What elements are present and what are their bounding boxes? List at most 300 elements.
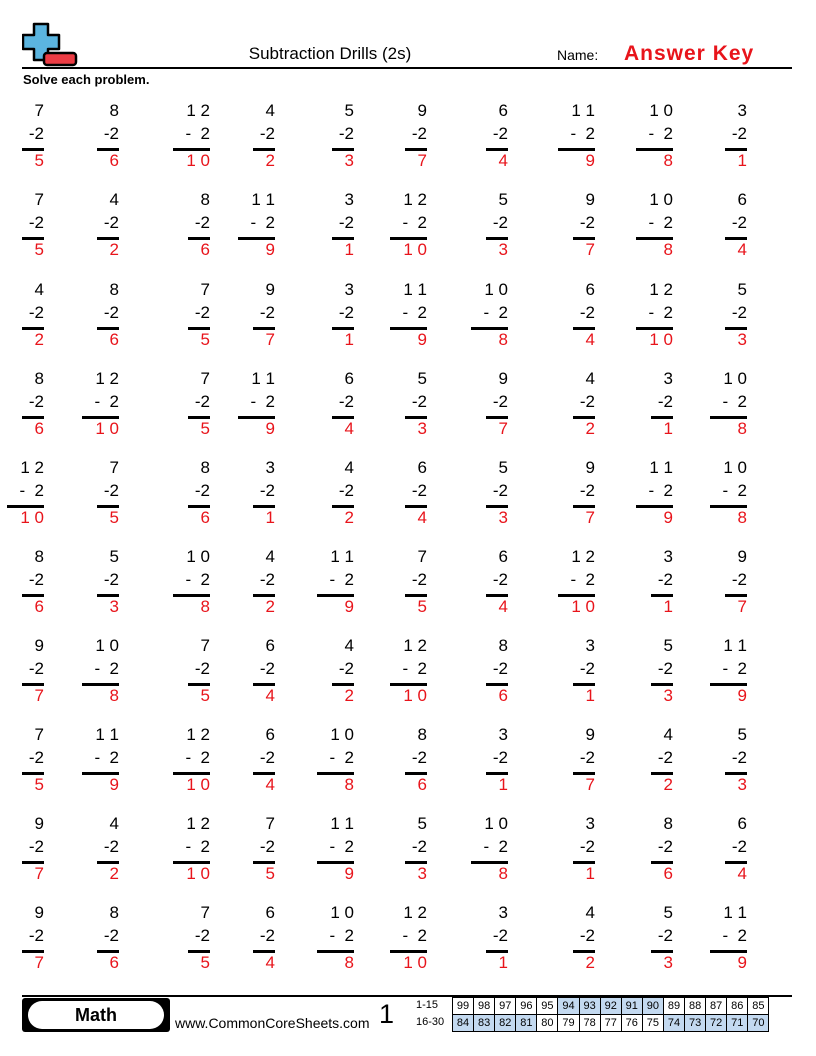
minuend: 8 — [200, 190, 210, 209]
minuend: 7 — [34, 190, 44, 209]
minuend: 1 2 — [571, 547, 595, 566]
problem — [633, 547, 673, 617]
score-cell: 83 — [474, 1015, 495, 1032]
minuend: 4 — [34, 280, 44, 299]
minuend: 6 — [417, 458, 427, 477]
problem — [387, 903, 427, 973]
subtrahend: -2 — [103, 926, 119, 945]
answer: 5 — [34, 151, 44, 170]
minuend: 1 2 — [186, 101, 210, 120]
minuend: 9 — [34, 814, 44, 833]
subtrahend: -2 — [28, 392, 44, 411]
problem — [314, 280, 354, 350]
problem — [170, 280, 210, 350]
answer: 7 — [585, 775, 595, 794]
answer: 9 — [417, 330, 427, 349]
answer: 7 — [737, 597, 747, 616]
minuend: 5 — [663, 636, 673, 655]
minuend: 3 — [344, 280, 354, 299]
subtrahend: -2 — [411, 837, 427, 856]
answer: 6 — [200, 508, 210, 527]
answer: 3 — [109, 597, 119, 616]
problem — [387, 369, 427, 439]
score-cell: 71 — [727, 1015, 748, 1032]
score-cell: 94 — [558, 998, 579, 1015]
minuend: 7 — [34, 101, 44, 120]
problem — [707, 190, 747, 260]
problem — [707, 369, 747, 439]
subtrahend: -2 — [259, 124, 275, 143]
subtrahend: -2 — [28, 926, 44, 945]
subtrahend: -2 — [657, 392, 673, 411]
subtrahend: -2 — [731, 748, 747, 767]
answer: 1 — [585, 686, 595, 705]
minuend: 7 — [200, 369, 210, 388]
answer: 6 — [498, 686, 508, 705]
minuend: 8 — [200, 458, 210, 477]
subtrahend: - 2 — [185, 837, 210, 856]
answer: 4 — [265, 953, 275, 972]
problem — [555, 190, 595, 260]
subtrahend: -2 — [103, 124, 119, 143]
problem — [79, 458, 119, 528]
answer: 3 — [498, 240, 508, 259]
minuend: 4 — [344, 636, 354, 655]
problem — [633, 636, 673, 706]
subtrahend: - 2 — [94, 659, 119, 678]
minuend: 1 2 — [20, 458, 44, 477]
problem — [633, 458, 673, 528]
subtrahend: -2 — [492, 659, 508, 678]
answer: 4 — [417, 508, 427, 527]
answer: 3 — [344, 151, 354, 170]
answer: 2 — [34, 330, 44, 349]
subtrahend: - 2 — [402, 926, 427, 945]
answer: 4 — [265, 775, 275, 794]
problem — [170, 636, 210, 706]
answer: 1 — [344, 330, 354, 349]
minuend: 4 — [265, 101, 275, 120]
problem — [633, 725, 673, 795]
problem — [555, 725, 595, 795]
score-cell: 97 — [495, 998, 516, 1015]
subtrahend: -2 — [103, 837, 119, 856]
problem — [387, 814, 427, 884]
problem — [170, 725, 210, 795]
problem — [235, 725, 275, 795]
answer: 4 — [737, 864, 747, 883]
subtrahend: -2 — [492, 392, 508, 411]
problem — [235, 903, 275, 973]
problem — [555, 636, 595, 706]
minuend: 1 1 — [251, 369, 275, 388]
minuend: 7 — [34, 725, 44, 744]
minuend: 6 — [344, 369, 354, 388]
problem — [707, 280, 747, 350]
problem — [633, 903, 673, 973]
answer: 1 — [663, 419, 673, 438]
subtrahend: - 2 — [648, 481, 673, 500]
minuend: 7 — [417, 547, 427, 566]
minuend: 6 — [265, 636, 275, 655]
minuend: 4 — [265, 547, 275, 566]
minuend: 1 2 — [403, 903, 427, 922]
subtrahend: -2 — [259, 570, 275, 589]
score-cell: 92 — [600, 998, 621, 1015]
answer: 7 — [34, 953, 44, 972]
problem — [4, 814, 44, 884]
minuend: 8 — [498, 636, 508, 655]
problem — [235, 458, 275, 528]
minuend: 1 2 — [186, 725, 210, 744]
answer: 3 — [498, 508, 508, 527]
subtrahend: - 2 — [329, 570, 354, 589]
subtrahend: -2 — [411, 748, 427, 767]
problem — [235, 369, 275, 439]
subtrahend: -2 — [657, 748, 673, 767]
minuend: 8 — [663, 814, 673, 833]
answer: 1 — [344, 240, 354, 259]
subtrahend: -2 — [657, 659, 673, 678]
minuend: 6 — [498, 101, 508, 120]
problem — [4, 101, 44, 171]
answer: 4 — [737, 240, 747, 259]
answer: 1 — [737, 151, 747, 170]
subtrahend: -2 — [259, 837, 275, 856]
subtrahend: - 2 — [185, 570, 210, 589]
minuend: 5 — [498, 458, 508, 477]
subtrahend: -2 — [579, 303, 595, 322]
minuend: 3 — [585, 636, 595, 655]
answer: 9 — [265, 240, 275, 259]
answer: 5 — [109, 508, 119, 527]
problem — [235, 814, 275, 884]
subtrahend: -2 — [28, 748, 44, 767]
problem — [707, 458, 747, 528]
answer: 8 — [109, 686, 119, 705]
problem — [79, 814, 119, 884]
subtrahend: -2 — [579, 748, 595, 767]
subtrahend: - 2 — [402, 659, 427, 678]
problem — [235, 547, 275, 617]
answer: 7 — [498, 419, 508, 438]
answer: 2 — [109, 864, 119, 883]
minuend: 7 — [200, 636, 210, 655]
problem — [707, 547, 747, 617]
answer: 5 — [417, 597, 427, 616]
answer: 9 — [585, 151, 595, 170]
subtrahend: -2 — [259, 659, 275, 678]
problem — [4, 636, 44, 706]
instructions: Solve each problem. — [23, 72, 150, 87]
problem — [170, 458, 210, 528]
problem — [79, 280, 119, 350]
minuend: 8 — [109, 903, 119, 922]
subtrahend: -2 — [194, 213, 210, 232]
subtrahend: -2 — [411, 392, 427, 411]
minuend: 5 — [737, 725, 747, 744]
answer: 2 — [265, 597, 275, 616]
problem — [4, 458, 44, 528]
answer: 1 — [265, 508, 275, 527]
score-cell: 87 — [706, 998, 727, 1015]
answer: 4 — [265, 686, 275, 705]
minuend: 9 — [585, 725, 595, 744]
answer: 7 — [417, 151, 427, 170]
minuend: 6 — [498, 547, 508, 566]
answer: 3 — [737, 775, 747, 794]
answer: 6 — [417, 775, 427, 794]
subtrahend: - 2 — [250, 392, 275, 411]
subtrahend: -2 — [579, 659, 595, 678]
answer: 3 — [417, 864, 427, 883]
subtrahend: -2 — [492, 481, 508, 500]
answer: 8 — [663, 240, 673, 259]
minuend: 4 — [585, 903, 595, 922]
subtrahend: -2 — [731, 837, 747, 856]
subtrahend: - 2 — [648, 124, 673, 143]
score-cell: 81 — [516, 1015, 537, 1032]
minuend: 7 — [265, 814, 275, 833]
problem — [314, 547, 354, 617]
score-cell: 78 — [579, 1015, 600, 1032]
page-number: 1 — [379, 999, 395, 1029]
problem — [707, 725, 747, 795]
minuend: 1 1 — [723, 636, 747, 655]
minuend: 1 1 — [723, 903, 747, 922]
minuend: 6 — [737, 814, 747, 833]
subtrahend: - 2 — [722, 926, 747, 945]
score-cell: 95 — [537, 998, 558, 1015]
score-row — [453, 998, 769, 1015]
minuend: 1 0 — [649, 101, 673, 120]
answer: 4 — [498, 597, 508, 616]
minuend: 9 — [737, 547, 747, 566]
answer: 3 — [663, 686, 673, 705]
problem — [633, 101, 673, 171]
score-cell: 84 — [453, 1015, 474, 1032]
subtrahend: -2 — [259, 926, 275, 945]
subtrahend: -2 — [731, 570, 747, 589]
problem — [79, 636, 119, 706]
minuend: 5 — [344, 101, 354, 120]
answer: 6 — [109, 953, 119, 972]
minuend: 8 — [109, 280, 119, 299]
problem — [555, 814, 595, 884]
subtrahend: -2 — [411, 481, 427, 500]
score-cell: 79 — [558, 1015, 579, 1032]
minuend: 5 — [737, 280, 747, 299]
answer-key-label: Answer Key — [624, 42, 755, 65]
problem — [314, 636, 354, 706]
answer: 3 — [417, 419, 427, 438]
problem — [555, 547, 595, 617]
answer: 9 — [344, 864, 354, 883]
problem — [387, 458, 427, 528]
problem — [555, 369, 595, 439]
subtrahend: - 2 — [19, 481, 44, 500]
answer: 1 0 — [403, 953, 427, 972]
answer: 9 — [344, 597, 354, 616]
problem — [235, 636, 275, 706]
answer: 5 — [200, 953, 210, 972]
subtrahend: - 2 — [402, 213, 427, 232]
subtrahend: -2 — [259, 303, 275, 322]
problem — [633, 280, 673, 350]
minuend: 1 1 — [649, 458, 673, 477]
problem — [235, 190, 275, 260]
answer: 9 — [737, 686, 747, 705]
minuend: 1 1 — [330, 547, 354, 566]
subtrahend: - 2 — [329, 926, 354, 945]
score-cell: 74 — [663, 1015, 684, 1032]
score-cell: 73 — [685, 1015, 706, 1032]
problem — [314, 458, 354, 528]
answer: 4 — [585, 330, 595, 349]
problem — [170, 903, 210, 973]
minuend: 5 — [417, 814, 427, 833]
subtrahend: -2 — [338, 659, 354, 678]
answer: 4 — [498, 151, 508, 170]
problem — [707, 814, 747, 884]
problem — [314, 903, 354, 973]
name-label: Name: — [557, 47, 599, 63]
range-label-1: 1-15 — [416, 999, 439, 1011]
subtrahend: -2 — [338, 213, 354, 232]
answer: 1 0 — [20, 508, 44, 527]
subtrahend: -2 — [103, 570, 119, 589]
problem — [468, 101, 508, 171]
answer: 2 — [585, 953, 595, 972]
subtrahend: - 2 — [185, 124, 210, 143]
minuend: 6 — [265, 725, 275, 744]
website-url: www.CommonCoreSheets.com — [175, 1015, 370, 1031]
problem — [468, 725, 508, 795]
answer: 5 — [34, 775, 44, 794]
problem — [79, 369, 119, 439]
problem — [235, 101, 275, 171]
score-cell: 90 — [642, 998, 663, 1015]
subtrahend: -2 — [103, 303, 119, 322]
problem — [79, 101, 119, 171]
subtrahend: -2 — [492, 124, 508, 143]
answer: 1 0 — [403, 686, 427, 705]
subtrahend: -2 — [194, 392, 210, 411]
subtrahend: -2 — [194, 481, 210, 500]
minuend: 7 — [200, 903, 210, 922]
answer: 7 — [585, 240, 595, 259]
minuend: 6 — [585, 280, 595, 299]
score-ranges — [416, 997, 444, 1031]
problem — [387, 101, 427, 171]
score-cell: 85 — [748, 998, 769, 1015]
answer: 7 — [34, 864, 44, 883]
problem — [633, 369, 673, 439]
problem — [170, 547, 210, 617]
problem — [314, 725, 354, 795]
answer: 2 — [109, 240, 119, 259]
problem — [468, 636, 508, 706]
answer: 1 0 — [95, 419, 119, 438]
score-cell: 75 — [642, 1015, 663, 1032]
problem — [170, 369, 210, 439]
answer: 2 — [663, 775, 673, 794]
minuend: 8 — [34, 547, 44, 566]
answer: 5 — [265, 864, 275, 883]
score-cell: 70 — [748, 1015, 769, 1032]
minuend: 1 2 — [403, 190, 427, 209]
answer: 5 — [200, 686, 210, 705]
minuend: 1 0 — [186, 547, 210, 566]
answer: 2 — [344, 508, 354, 527]
subtrahend: - 2 — [94, 748, 119, 767]
subtrahend: -2 — [103, 213, 119, 232]
answer: 7 — [34, 686, 44, 705]
problem — [468, 190, 508, 260]
subtrahend: - 2 — [722, 481, 747, 500]
subtrahend: -2 — [579, 926, 595, 945]
minuend: 4 — [109, 814, 119, 833]
minuend: 9 — [417, 101, 427, 120]
problem — [4, 725, 44, 795]
subtrahend: -2 — [28, 570, 44, 589]
answer: 8 — [498, 864, 508, 883]
subtrahend: -2 — [194, 303, 210, 322]
score-cell: 93 — [579, 998, 600, 1015]
minuend: 1 0 — [484, 814, 508, 833]
answer: 1 — [498, 953, 508, 972]
minuend: 7 — [200, 280, 210, 299]
subtrahend: - 2 — [648, 303, 673, 322]
problem — [4, 369, 44, 439]
subtrahend: -2 — [259, 748, 275, 767]
problem — [468, 369, 508, 439]
answer: 6 — [663, 864, 673, 883]
answer: 3 — [663, 953, 673, 972]
score-cell: 72 — [706, 1015, 727, 1032]
minuend: 3 — [498, 903, 508, 922]
subtrahend: -2 — [579, 481, 595, 500]
minuend: 9 — [34, 903, 44, 922]
minuend: 4 — [585, 369, 595, 388]
subtrahend: -2 — [103, 481, 119, 500]
answer: 1 0 — [186, 151, 210, 170]
problem — [468, 903, 508, 973]
problem — [387, 280, 427, 350]
subtrahend: -2 — [411, 570, 427, 589]
problem — [170, 814, 210, 884]
problem — [468, 814, 508, 884]
subtrahend: - 2 — [329, 837, 354, 856]
worksheet-title: Subtraction Drills (2s) — [248, 44, 412, 63]
answer: 8 — [737, 419, 747, 438]
answer: 9 — [265, 419, 275, 438]
minuend: 1 2 — [95, 369, 119, 388]
problem — [468, 547, 508, 617]
answer: 6 — [109, 151, 119, 170]
problem — [468, 280, 508, 350]
subtrahend: - 2 — [329, 748, 354, 767]
minuend: 5 — [663, 903, 673, 922]
minuend: 1 2 — [186, 814, 210, 833]
minuend: 3 — [663, 547, 673, 566]
problem — [387, 547, 427, 617]
problem — [314, 814, 354, 884]
subtrahend: -2 — [338, 481, 354, 500]
answer: 6 — [109, 330, 119, 349]
subtrahend: -2 — [579, 392, 595, 411]
minuend: 1 1 — [251, 190, 275, 209]
